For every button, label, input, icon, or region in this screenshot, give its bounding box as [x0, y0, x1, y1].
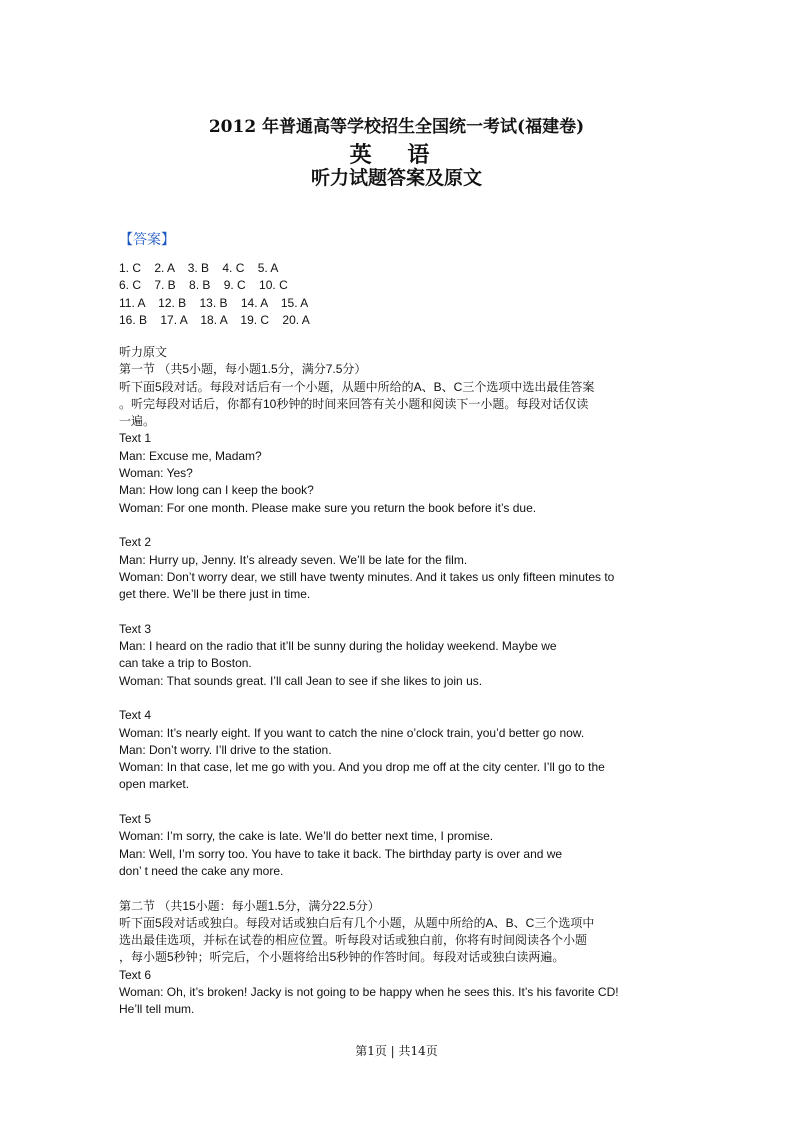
page-number: 第1页 | 共14页	[355, 1044, 438, 1058]
exam-title: 2012 年普通高等学校招生全国统一考试(福建卷)	[208, 117, 585, 137]
blank-line	[119, 603, 679, 620]
transcript-line: 第二节 （共15小题：每小题1.5分，满分22.5分）	[119, 898, 380, 913]
transcript-line: Man: Hurry up, Jenny. It’s already seven. We’ll be late for the film.	[119, 552, 468, 567]
transcript-line: Man: How long can I keep the book?	[119, 483, 314, 498]
transcript-line: Man: I heard on the radio that it’ll be sunny during the holiday weekend. Maybe we	[119, 639, 557, 654]
transcript-line: can take a trip to Boston.	[119, 656, 252, 671]
answers-heading: 【答案】	[119, 231, 175, 247]
transcript-line: Woman: I’m sorry, the cake is late. We’ll do better next time, I promise.	[119, 829, 494, 844]
transcript-line: 一遍。	[119, 414, 156, 429]
transcript-line: open market.	[119, 777, 190, 792]
transcript-line: 选出最佳选项，并标在试卷的相应位置。听每段对话或独白前，你将有时间阅读各个小题	[119, 933, 588, 948]
transcript-line: get there. We’ll be there just in time.	[119, 587, 311, 602]
transcript-line: Woman: Yes?	[119, 466, 193, 481]
transcript-line: Text 4	[119, 708, 152, 723]
transcript-line: 听下面5段对话。每段对话后有一个小题，从题中所给的A、B、C三个选项中选出最佳答案	[119, 379, 595, 394]
transcript-line: ，每小题5秒钟；听完后，个小题将给出5秒钟的作答时间。每段对话或独白读两遍。	[119, 950, 565, 965]
transcript-line: Text 5	[119, 812, 152, 827]
transcript-line: Text 1	[119, 431, 152, 446]
transcript-line: Man: Well, I’m sorry too. You have to take it back. The birthday party is over and we	[119, 846, 563, 861]
transcript-line: don’ t need the cake any more.	[119, 863, 284, 878]
blank-line	[119, 517, 679, 534]
transcript-line: He’ll tell mum.	[119, 1002, 195, 1017]
transcript-line: Man: Excuse me, Madam?	[119, 448, 262, 463]
transcript-line: Woman: That sounds great. I’ll call Jean to see if she likes to join us.	[119, 673, 483, 688]
transcript-line: 。听完每段对话后，你都有10秒钟的时间来回答有关小题和阅读下一小题。每段对话仅读	[119, 396, 589, 411]
transcript-line: Text 2	[119, 535, 152, 550]
transcript-line: 听下面5段对话或独白。每段对话或独白后有几个小题，从题中所给的A、B、C三个选项中	[119, 915, 595, 930]
transcript-line: Woman: It’s nearly eight. If you want to catch the nine o’clock train, you’d better go now.	[119, 725, 585, 740]
transcript-line: Text 3	[119, 621, 152, 636]
subject-title: 英 语	[349, 142, 444, 168]
answer-row: 16. B 17. A 18. A 19. C 20. A	[119, 313, 310, 328]
document-subtitle: 听力试题答案及原文	[310, 167, 482, 189]
blank-line	[119, 690, 679, 707]
blank-line	[119, 880, 679, 897]
transcript-line: Text 6	[119, 967, 152, 982]
answer-row: 6. C 7. B 8. B 9. C 10. C	[119, 278, 288, 293]
transcript-body	[119, 344, 679, 1019]
transcript-line: Woman: For one month. Please make sure you return the book before it’s due.	[119, 500, 537, 515]
transcript-line: Woman: In that case, let me go with you. And you drop me off at the city center. I’ll go to the	[119, 760, 605, 775]
transcript-line: 听力原文	[119, 345, 168, 359]
answer-row: 11. A 12. B 13. B 14. A 15. A	[119, 295, 309, 310]
transcript-line: 第一节 （共5小题，每小题1.5分，满分7.5分）	[119, 362, 367, 377]
answer-key	[119, 260, 310, 330]
transcript-line: Woman: Oh, it’s broken! Jacky is not going to be happy when he sees this. It’s his favorite CD!	[119, 984, 619, 999]
transcript-line: Woman: Don’t worry dear, we still have twenty minutes. And it takes us only fifteen minutes to	[119, 569, 615, 584]
transcript-line: Man: Don’t worry. I’ll drive to the station.	[119, 742, 332, 757]
answer-row: 1. C 2. A 3. B 4. C 5. A	[119, 261, 279, 275]
blank-line	[119, 794, 679, 811]
